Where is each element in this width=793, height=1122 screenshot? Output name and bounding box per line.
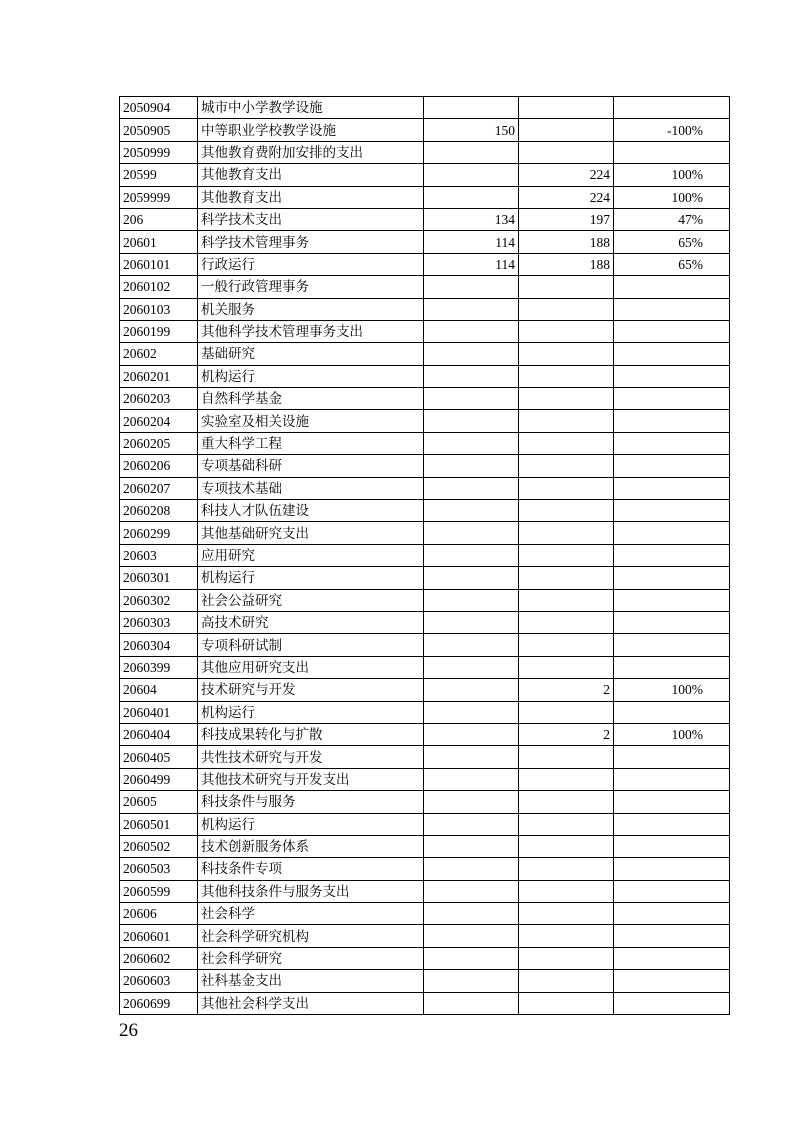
row-value-1-cell [424, 365, 519, 387]
row-name-cell: 基础研究 [198, 343, 424, 365]
row-code-cell: 2060205 [120, 432, 198, 454]
row-name-cell: 重大科学工程 [198, 432, 424, 454]
row-value-2-cell [519, 947, 614, 969]
row-code-cell: 2060699 [120, 992, 198, 1014]
row-value-2-cell [519, 410, 614, 432]
row-percent-cell [614, 925, 730, 947]
row-name-cell: 社会科学研究机构 [198, 925, 424, 947]
row-percent-cell: 100% [614, 164, 730, 186]
table-row [120, 477, 730, 499]
row-name-cell: 实验室及相关设施 [198, 410, 424, 432]
row-percent-cell [614, 544, 730, 566]
table-row [120, 455, 730, 477]
table-row [120, 589, 730, 611]
row-value-1-cell [424, 611, 519, 633]
row-value-1-cell: 134 [424, 208, 519, 230]
row-name-cell: 机构运行 [198, 701, 424, 723]
row-value-2-cell [519, 276, 614, 298]
row-value-2-cell: 2 [519, 679, 614, 701]
row-code-cell: 2060101 [120, 253, 198, 275]
row-code-cell: 2060304 [120, 634, 198, 656]
row-percent-cell [614, 858, 730, 880]
row-value-2-cell: 2 [519, 723, 614, 745]
budget-table-body [120, 97, 730, 1015]
row-value-2-cell [519, 298, 614, 320]
row-value-2-cell [519, 522, 614, 544]
row-code-cell: 2060199 [120, 320, 198, 342]
table-row [120, 208, 730, 230]
row-value-2-cell [519, 365, 614, 387]
row-value-1-cell [424, 186, 519, 208]
row-code-cell: 20605 [120, 791, 198, 813]
row-code-cell: 2050905 [120, 119, 198, 141]
row-name-cell: 科技条件专项 [198, 858, 424, 880]
row-value-2-cell: 188 [519, 253, 614, 275]
row-name-cell: 机关服务 [198, 298, 424, 320]
table-row [120, 768, 730, 790]
row-code-cell: 2060502 [120, 835, 198, 857]
row-name-cell: 自然科学基金 [198, 388, 424, 410]
row-code-cell: 2060103 [120, 298, 198, 320]
row-name-cell: 其他教育支出 [198, 186, 424, 208]
row-name-cell: 社科基金支出 [198, 970, 424, 992]
row-name-cell: 一般行政管理事务 [198, 276, 424, 298]
row-name-cell: 专项基础科研 [198, 455, 424, 477]
row-value-1-cell [424, 768, 519, 790]
row-name-cell: 科学技术管理事务 [198, 231, 424, 253]
budget-table [119, 96, 730, 1015]
row-value-2-cell [519, 141, 614, 163]
table-row [120, 97, 730, 119]
row-code-cell: 2060499 [120, 768, 198, 790]
row-name-cell: 其他教育费附加安排的支出 [198, 141, 424, 163]
row-code-cell: 2060599 [120, 880, 198, 902]
table-row [120, 388, 730, 410]
row-name-cell: 社会科学研究 [198, 947, 424, 969]
row-value-1-cell [424, 679, 519, 701]
table-row [120, 432, 730, 454]
row-name-cell: 机构运行 [198, 813, 424, 835]
row-value-1-cell: 114 [424, 253, 519, 275]
row-code-cell: 2060206 [120, 455, 198, 477]
row-percent-cell [614, 500, 730, 522]
row-percent-cell: 100% [614, 186, 730, 208]
table-row [120, 567, 730, 589]
table-row [120, 119, 730, 141]
row-value-1-cell [424, 835, 519, 857]
row-value-1-cell [424, 320, 519, 342]
table-row [120, 611, 730, 633]
row-value-1-cell [424, 500, 519, 522]
row-percent-cell [614, 791, 730, 813]
table-row [120, 141, 730, 163]
row-percent-cell [614, 320, 730, 342]
row-code-cell: 2050999 [120, 141, 198, 163]
row-percent-cell: -100% [614, 119, 730, 141]
row-value-2-cell [519, 835, 614, 857]
row-code-cell: 2060299 [120, 522, 198, 544]
row-value-2-cell [519, 903, 614, 925]
row-code-cell: 2060208 [120, 500, 198, 522]
row-value-1-cell [424, 544, 519, 566]
row-percent-cell [614, 903, 730, 925]
row-value-2-cell [519, 589, 614, 611]
row-code-cell: 2060207 [120, 477, 198, 499]
row-value-2-cell [519, 500, 614, 522]
table-row [120, 656, 730, 678]
row-percent-cell [614, 388, 730, 410]
row-value-2-cell [519, 813, 614, 835]
row-value-2-cell [519, 768, 614, 790]
table-row [120, 746, 730, 768]
row-value-2-cell: 224 [519, 186, 614, 208]
row-name-cell: 技术研究与开发 [198, 679, 424, 701]
row-value-2-cell [519, 656, 614, 678]
row-value-1-cell [424, 701, 519, 723]
row-value-1-cell [424, 992, 519, 1014]
row-value-2-cell: 188 [519, 231, 614, 253]
row-percent-cell: 65% [614, 253, 730, 275]
row-percent-cell [614, 835, 730, 857]
row-percent-cell [614, 365, 730, 387]
row-code-cell: 2060404 [120, 723, 198, 745]
row-code-cell: 206 [120, 208, 198, 230]
row-value-2-cell [519, 388, 614, 410]
row-name-cell: 科技人才队伍建设 [198, 500, 424, 522]
row-value-1-cell [424, 589, 519, 611]
row-percent-cell [614, 746, 730, 768]
table-row [120, 880, 730, 902]
row-code-cell: 2060201 [120, 365, 198, 387]
row-percent-cell [614, 947, 730, 969]
row-value-1-cell [424, 522, 519, 544]
row-value-1-cell [424, 388, 519, 410]
row-name-cell: 科技成果转化与扩散 [198, 723, 424, 745]
row-value-1-cell [424, 432, 519, 454]
row-value-1-cell [424, 164, 519, 186]
row-percent-cell [614, 970, 730, 992]
row-code-cell: 2060301 [120, 567, 198, 589]
row-name-cell: 社会科学 [198, 903, 424, 925]
row-value-2-cell [519, 791, 614, 813]
row-percent-cell [614, 141, 730, 163]
row-percent-cell [614, 701, 730, 723]
row-percent-cell: 100% [614, 723, 730, 745]
row-value-2-cell [519, 567, 614, 589]
row-value-1-cell [424, 746, 519, 768]
row-name-cell: 科技条件与服务 [198, 791, 424, 813]
row-value-2-cell [519, 119, 614, 141]
row-value-2-cell [519, 925, 614, 947]
row-value-1-cell [424, 925, 519, 947]
row-percent-cell [614, 276, 730, 298]
row-name-cell: 城市中小学教学设施 [198, 97, 424, 119]
row-value-2-cell [519, 432, 614, 454]
row-name-cell: 其他教育支出 [198, 164, 424, 186]
table-row [120, 276, 730, 298]
table-row [120, 791, 730, 813]
table-row [120, 522, 730, 544]
table-row [120, 634, 730, 656]
row-name-cell: 科学技术支出 [198, 208, 424, 230]
row-name-cell: 共性技术研究与开发 [198, 746, 424, 768]
row-code-cell: 2060303 [120, 611, 198, 633]
table-row [120, 343, 730, 365]
row-percent-cell [614, 567, 730, 589]
row-value-1-cell: 150 [424, 119, 519, 141]
row-percent-cell [614, 343, 730, 365]
row-name-cell: 技术创新服务体系 [198, 835, 424, 857]
row-value-2-cell [519, 858, 614, 880]
row-value-2-cell [519, 343, 614, 365]
row-value-1-cell: 114 [424, 231, 519, 253]
row-value-1-cell [424, 634, 519, 656]
row-percent-cell: 100% [614, 679, 730, 701]
table-row [120, 298, 730, 320]
row-value-2-cell [519, 880, 614, 902]
table-row [120, 992, 730, 1014]
row-code-cell: 20601 [120, 231, 198, 253]
table-row [120, 500, 730, 522]
table-row [120, 947, 730, 969]
row-name-cell: 应用研究 [198, 544, 424, 566]
row-value-2-cell [519, 970, 614, 992]
row-percent-cell [614, 97, 730, 119]
table-row [120, 679, 730, 701]
table-row [120, 320, 730, 342]
row-code-cell: 20599 [120, 164, 198, 186]
table-row [120, 858, 730, 880]
row-name-cell: 其他科技条件与服务支出 [198, 880, 424, 902]
row-percent-cell [614, 522, 730, 544]
row-code-cell: 2060302 [120, 589, 198, 611]
row-code-cell: 20603 [120, 544, 198, 566]
row-name-cell: 其他社会科学支出 [198, 992, 424, 1014]
row-code-cell: 2060204 [120, 410, 198, 432]
row-value-1-cell [424, 880, 519, 902]
row-value-2-cell [519, 320, 614, 342]
row-percent-cell [614, 813, 730, 835]
row-value-1-cell [424, 903, 519, 925]
row-name-cell: 其他技术研究与开发支出 [198, 768, 424, 790]
row-value-2-cell [519, 455, 614, 477]
row-value-1-cell [424, 947, 519, 969]
row-name-cell: 其他科学技术管理事务支出 [198, 320, 424, 342]
row-code-cell: 2060503 [120, 858, 198, 880]
row-code-cell: 2050904 [120, 97, 198, 119]
row-value-1-cell [424, 567, 519, 589]
row-value-1-cell [424, 813, 519, 835]
row-percent-cell [614, 656, 730, 678]
row-name-cell: 其他基础研究支出 [198, 522, 424, 544]
row-percent-cell [614, 410, 730, 432]
row-name-cell: 社会公益研究 [198, 589, 424, 611]
row-code-cell: 2060601 [120, 925, 198, 947]
row-value-1-cell [424, 97, 519, 119]
row-value-2-cell [519, 992, 614, 1014]
row-value-1-cell [424, 455, 519, 477]
row-value-1-cell [424, 791, 519, 813]
row-code-cell: 20602 [120, 343, 198, 365]
row-percent-cell [614, 432, 730, 454]
table-row [120, 410, 730, 432]
row-value-2-cell: 197 [519, 208, 614, 230]
table-row [120, 903, 730, 925]
row-value-2-cell [519, 544, 614, 566]
row-name-cell: 行政运行 [198, 253, 424, 275]
row-value-1-cell [424, 723, 519, 745]
row-value-2-cell [519, 701, 614, 723]
row-name-cell: 高技术研究 [198, 611, 424, 633]
row-value-1-cell [424, 343, 519, 365]
row-value-2-cell [519, 634, 614, 656]
row-value-2-cell [519, 97, 614, 119]
row-name-cell: 机构运行 [198, 567, 424, 589]
row-percent-cell [614, 634, 730, 656]
row-name-cell: 其他应用研究支出 [198, 656, 424, 678]
row-code-cell: 2060603 [120, 970, 198, 992]
row-percent-cell [614, 880, 730, 902]
row-name-cell: 专项科研试制 [198, 634, 424, 656]
row-percent-cell [614, 992, 730, 1014]
page-number: 26 [119, 1020, 138, 1041]
row-value-2-cell [519, 746, 614, 768]
row-percent-cell [614, 768, 730, 790]
row-value-2-cell [519, 477, 614, 499]
row-code-cell: 2060501 [120, 813, 198, 835]
table-row [120, 186, 730, 208]
row-code-cell: 2059999 [120, 186, 198, 208]
row-value-2-cell: 224 [519, 164, 614, 186]
row-value-2-cell [519, 611, 614, 633]
row-code-cell: 20606 [120, 903, 198, 925]
table-row [120, 723, 730, 745]
row-name-cell: 中等职业学校教学设施 [198, 119, 424, 141]
row-code-cell: 20604 [120, 679, 198, 701]
row-percent-cell: 65% [614, 231, 730, 253]
row-value-1-cell [424, 298, 519, 320]
row-value-1-cell [424, 970, 519, 992]
row-code-cell: 2060602 [120, 947, 198, 969]
row-value-1-cell [424, 141, 519, 163]
table-row [120, 253, 730, 275]
row-code-cell: 2060399 [120, 656, 198, 678]
row-name-cell: 专项技术基础 [198, 477, 424, 499]
row-value-1-cell [424, 656, 519, 678]
table-row [120, 231, 730, 253]
row-percent-cell [614, 589, 730, 611]
row-code-cell: 2060405 [120, 746, 198, 768]
row-value-1-cell [424, 276, 519, 298]
table-row [120, 970, 730, 992]
table-row [120, 835, 730, 857]
row-value-1-cell [424, 858, 519, 880]
table-row [120, 164, 730, 186]
row-percent-cell: 47% [614, 208, 730, 230]
table-row [120, 544, 730, 566]
table-row [120, 813, 730, 835]
table-row [120, 701, 730, 723]
row-code-cell: 2060102 [120, 276, 198, 298]
row-value-1-cell [424, 410, 519, 432]
row-percent-cell [614, 611, 730, 633]
row-value-1-cell [424, 477, 519, 499]
row-code-cell: 2060203 [120, 388, 198, 410]
table-row [120, 365, 730, 387]
row-name-cell: 机构运行 [198, 365, 424, 387]
row-percent-cell [614, 477, 730, 499]
row-percent-cell [614, 455, 730, 477]
table-row [120, 925, 730, 947]
row-code-cell: 2060401 [120, 701, 198, 723]
row-percent-cell [614, 298, 730, 320]
